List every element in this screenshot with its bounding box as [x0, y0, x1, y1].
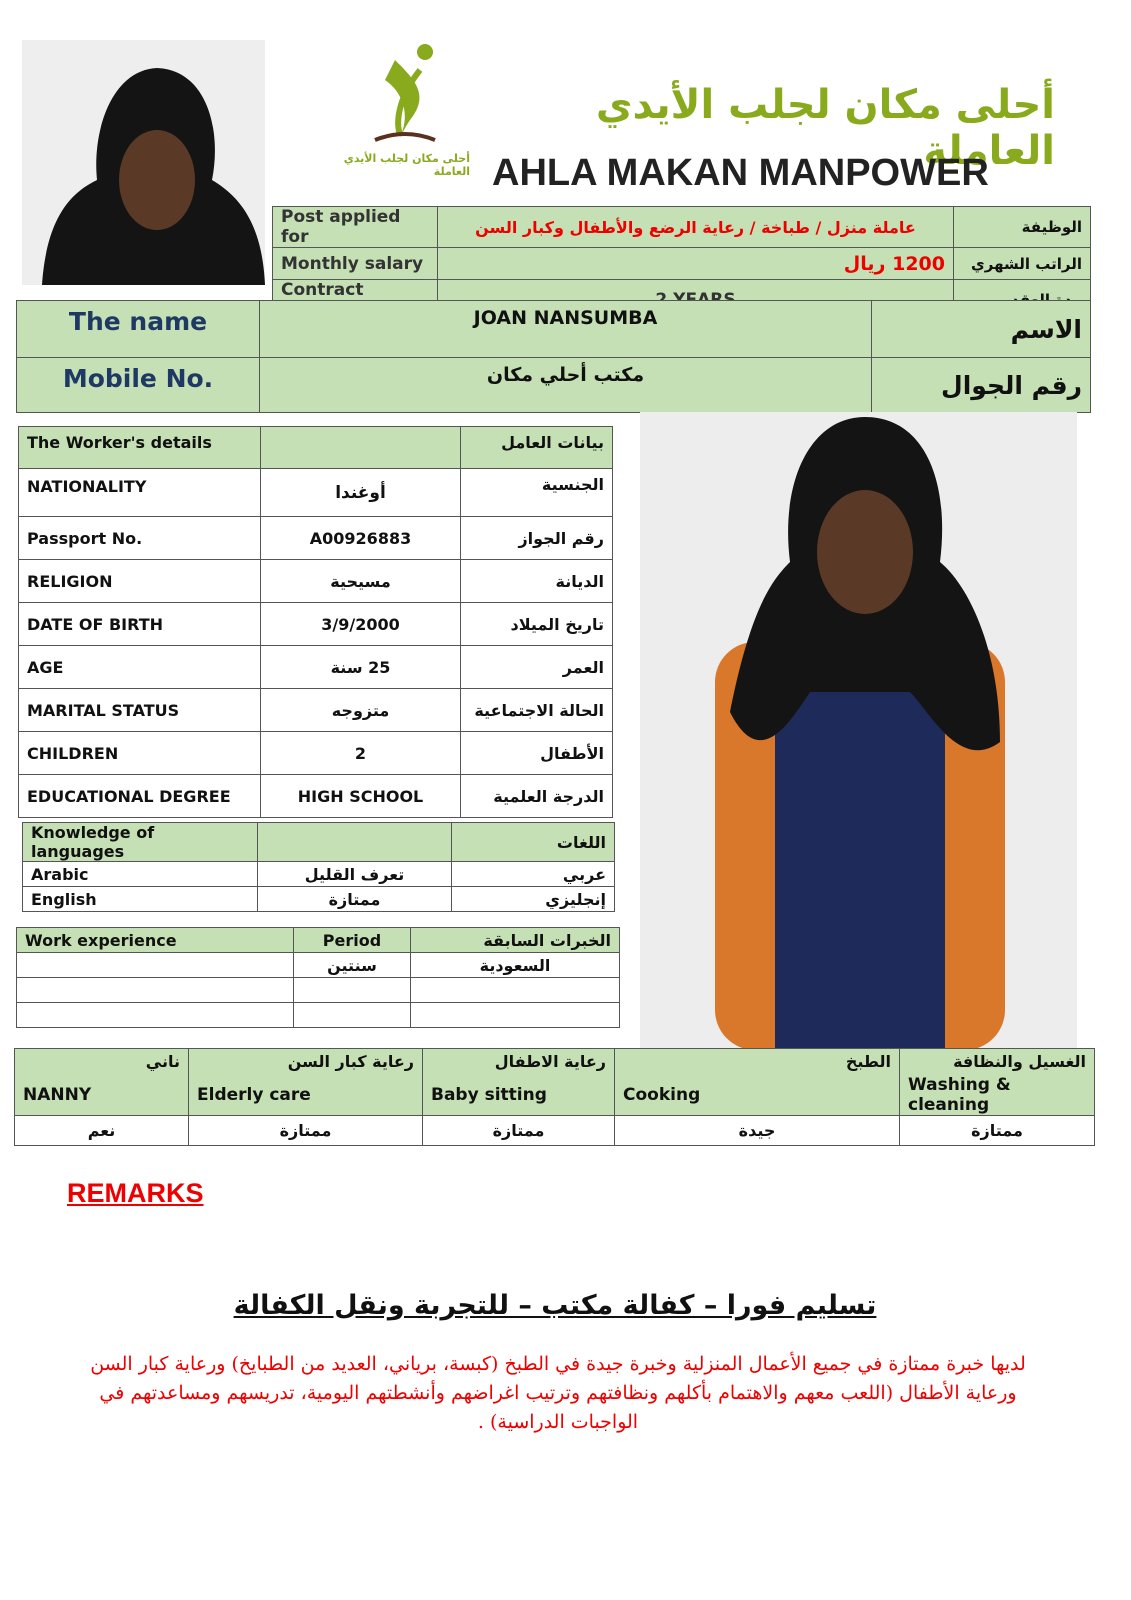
- skill-ar: ناني: [15, 1049, 189, 1075]
- skill-ar: رعاية كبار السن: [189, 1049, 423, 1075]
- skill-ar: رعاية الاطفال: [423, 1049, 615, 1075]
- experience-period-header: Period: [294, 928, 411, 953]
- table-row: سنتين السعودية: [17, 953, 620, 978]
- table-row: Arabic تعرف القليل عربي: [23, 862, 615, 887]
- table-row: NATIONALITY أوغندا الجنسية: [19, 469, 613, 517]
- brand-english-name: AHLA MAKAN MANPOWER: [492, 152, 989, 194]
- languages-table: [22, 822, 615, 912]
- table-row: DATE OF BIRTH 3/9/2000 تاريخ الميلاد: [19, 603, 613, 646]
- contract-label: Contract: [273, 280, 438, 321]
- skill-value: جيدة: [615, 1115, 900, 1145]
- remarks-title: REMARKS: [67, 1178, 204, 1208]
- languages-header-ar: اللغات: [452, 823, 615, 862]
- table-row: MARITAL STATUS متزوجه الحالة الاجتماعية: [19, 689, 613, 732]
- worker-details-table: [18, 426, 613, 818]
- details-header: The Worker's details: [19, 427, 261, 469]
- salary-value: 1200 ريال: [438, 248, 954, 280]
- post-label: Post applied for: [273, 207, 438, 248]
- name-label-ar: الاسم: [872, 301, 1091, 358]
- mobile-label-ar: رقم الجوال: [872, 358, 1091, 413]
- skill-en: Washing & cleaning: [900, 1075, 1095, 1116]
- table-row: AGE 25 سنة العمر: [19, 646, 613, 689]
- name-label: The name: [17, 301, 260, 358]
- portrait-photo: [22, 40, 265, 285]
- skill-value: ممتازة: [189, 1115, 423, 1145]
- experience-header-ar: الخبرات السابقة: [411, 928, 620, 953]
- skill-ar: الطبخ: [615, 1049, 900, 1075]
- table-row: [17, 978, 620, 1003]
- experience-header: Work experience: [17, 928, 294, 953]
- skill-value: نعم: [15, 1115, 189, 1145]
- table-row: Passport No. A00926883 رقم الجواز: [19, 517, 613, 560]
- details-header-ar: بيانات العامل: [461, 427, 613, 469]
- name-value: JOAN NANSUMBA: [260, 301, 872, 358]
- table-row: English ممتازة إنجليزي: [23, 887, 615, 912]
- remarks-body: لديها خبرة ممتازة في جميع الأعمال المنزلية وخبرة جيدة في الطبخ (كبسة، برياني، العديد من الطبايخ) ورعاية كبار السن ورعاية الأطفال (اللعب معهم والاهتمام بأكلهم ونظافتهم وترتيب اغراضهم وأنشطتهم اليومية، تدريسهم ومساعدتهم في الواجبات الدراسية) .: [90, 1353, 1026, 1433]
- skill-value: ممتازة: [423, 1115, 615, 1145]
- table-row: [17, 1003, 620, 1028]
- salary-label-ar: الراتب الشهري: [954, 248, 1091, 280]
- experience-table: [16, 927, 620, 1028]
- brand-arabic-name: أحلى مكان لجلب الأيدي العاملة: [595, 82, 1055, 174]
- languages-header: Knowledge of languages: [23, 823, 258, 862]
- table-row: RELIGION مسيحية الديانة: [19, 560, 613, 603]
- skills-table: [14, 1048, 1095, 1146]
- company-logo: [340, 40, 470, 200]
- mobile-label: Mobile No.: [17, 358, 260, 413]
- skill-ar: الغسيل والنظافة: [900, 1049, 1095, 1075]
- post-label-ar: الوظيفة: [954, 207, 1091, 248]
- salary-label: Monthly salary: [273, 248, 438, 280]
- skill-en: Elderly care: [189, 1075, 423, 1116]
- identity-table: [16, 300, 1091, 413]
- logo-caption: أحلى مكان لجلب الأيدي العاملة: [343, 152, 470, 178]
- mobile-value: مكتب أحلي مكان: [260, 358, 872, 413]
- skill-en: Baby sitting: [423, 1075, 615, 1116]
- remarks-headline: تسليم فورا – كفالة مكتب – للتجربة ونقل الكفالة: [233, 1290, 877, 1321]
- table-row: [15, 1115, 1095, 1145]
- table-row: EDUCATIONAL DEGREE HIGH SCHOOL الدرجة العلمية: [19, 775, 613, 818]
- skill-en: NANNY: [15, 1075, 189, 1116]
- skill-en: Cooking: [615, 1075, 900, 1116]
- full-body-photo: [640, 412, 1077, 1050]
- skill-value: ممتازة: [900, 1115, 1095, 1145]
- table-row: CHILDREN 2 الأطفال: [19, 732, 613, 775]
- post-value: عاملة منزل / طباخة / رعاية الرضع والأطفال وكبار السن: [438, 207, 954, 248]
